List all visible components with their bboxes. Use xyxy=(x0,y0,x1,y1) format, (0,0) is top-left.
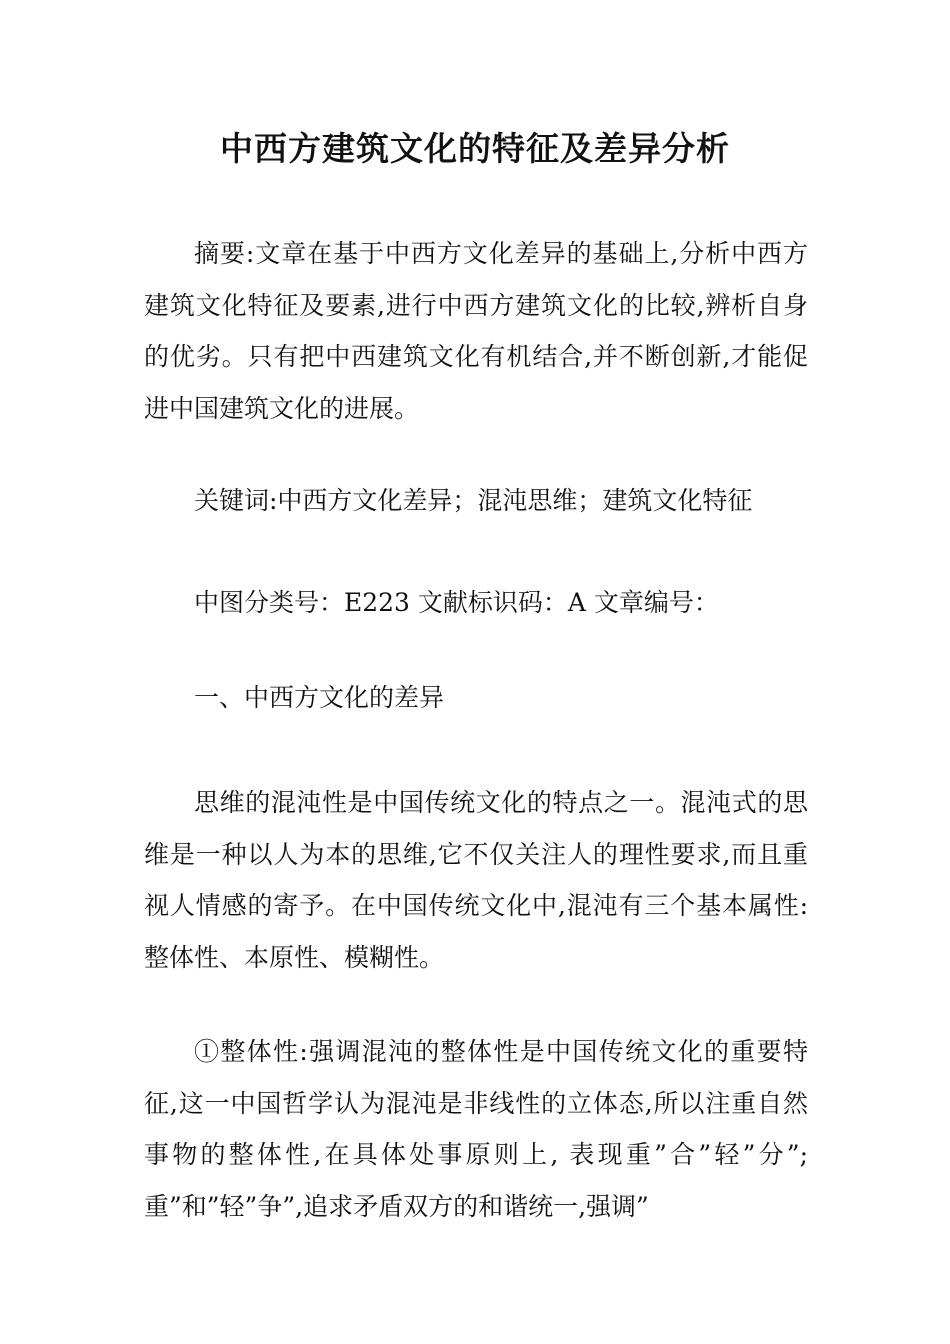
section-heading: 一、中西方文化的差异 xyxy=(194,683,445,712)
body-paragraph: ①整体性:强调混沌的整体性是中国传统文化的重要特征,这一中国哲学认为混沌是非线性的立体态,所以注重自然事物的整体性,在具体处事原则上, 表现重”合”轻”分”;重”和”轻”争”,追求矛盾双方的和谐统一,强调” xyxy=(144,1037,808,1221)
classification-line: 中图分类号：E223 文献标识码：A 文章编号： xyxy=(194,588,719,617)
keywords-line: 关键词:中西方文化差异；混沌思维；建筑文化特征 xyxy=(194,486,753,515)
document-title: 中西方建筑文化的特征及差异分析 xyxy=(220,129,730,168)
abstract-paragraph: 摘要:文章在基于中西方文化差异的基础上,分析中西方建筑文化特征及要素,进行中西方建筑文化的比较,辨析自身的优劣。只有把中西建筑文化有机结合,并不断创新,才能促进中国建筑文化的进展。 xyxy=(144,239,808,423)
body-paragraph: 思维的混沌性是中国传统文化的特点之一。混沌式的思维是一种以人为本的思维,它不仅关注人的理性要求,而且重视人情感的寄予。在中国传统文化中,混沌有三个基本属性:整体性、本原性、模糊性。 xyxy=(144,788,808,972)
